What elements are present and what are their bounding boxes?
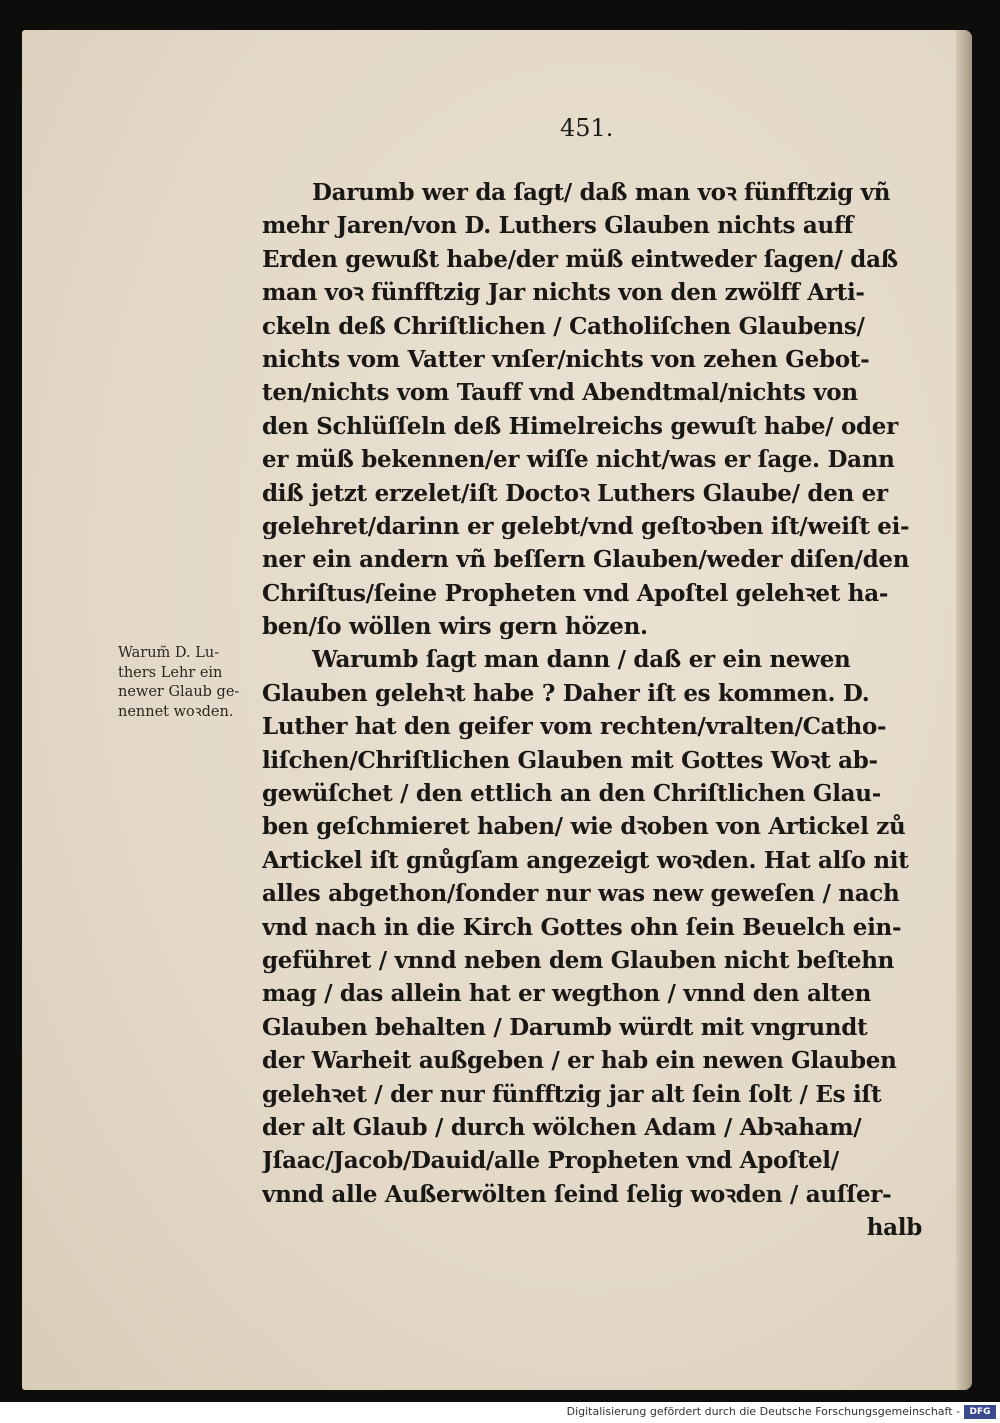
page-spine-shadow	[956, 30, 972, 1390]
text-line: Artickel iſt gnůgſam angezeigt woꝛden. Hat alſo nit	[262, 846, 909, 874]
text-line: ten/nichts vom Tauff vnd Abendtmal/nichts von	[262, 379, 858, 407]
marginal-line: Warum̃ D. Lu-	[118, 645, 220, 661]
text-line: Erden gewußt habe/der müß eintweder ſagen/ daß	[262, 245, 898, 273]
text-line: Darumb wer da ſagt/ daß man voꝛ fünfftzig vñ	[312, 179, 891, 206]
text-line: vnd nach in die Kirch Gottes ohn ſein Beuelch ein-	[262, 913, 902, 941]
marginal-line: nennet woꝛden.	[118, 703, 234, 720]
text-line: den Schlüſſeln deß Himelreichs gewuſt habe/ oder	[262, 412, 898, 440]
text-line: der Warheit außgeben / er hab ein newen Glauben	[262, 1047, 897, 1075]
text-line: ben geſchmieret haben/ wie dꝛoben von Artickel zů	[262, 813, 906, 841]
text-line: Jſaac/Jacob/Dauid/alle Propheten vnd Apoſtel/	[262, 1147, 839, 1175]
footer-credit: Digitalisierung gefördert durch die Deutsche Forschungsgemeinschaft -	[566, 1405, 960, 1418]
footer-bar	[0, 1402, 1000, 1423]
text-line: liſchen/Chriſtlichen Glauben mit Gottes Woꝛt ab-	[262, 746, 878, 774]
text-line: gelehret/darinn er gelebt/vnd geſtoꝛben iſt/weiſt ei-	[262, 512, 910, 540]
text-line: geführet / vnnd neben dem Glauben nicht beſtehn	[262, 946, 895, 974]
text-line: Luther hat den geifer vom rechten/vralten/Catho-	[262, 713, 887, 741]
text-line: Glauben gelehꝛt habe ? Daher iſt es kommen. D.	[262, 679, 870, 707]
text-line: ckeln deß Chriſtlichen / Catholiſchen Glaubens/	[262, 312, 865, 340]
text-line: er müß bekennen/er wiſſe nicht/was er ſage. Dann	[262, 446, 895, 474]
text-line: nichts vom Vatter vnſer/nichts von zehen Gebot-	[262, 345, 870, 373]
text-line: der alt Glaub / durch wölchen Adam / Abꝛaham/	[262, 1113, 862, 1141]
text-line: gewüſchet / den ettlich an den Chriſtlichen Glau-	[262, 780, 881, 808]
marginal-line: newer Glaub ge-	[118, 684, 240, 700]
text-line: Glauben behalten / Darumb würdt mit vngrundt	[262, 1013, 868, 1041]
text-line: gelehꝛet / der nur fünfftzig jar alt ſein ſolt / Es iſt	[262, 1080, 882, 1108]
text-line: mag / das allein hat er wegthon / vnnd den alten	[262, 980, 872, 1008]
text-line: Chriſtus/ſeine Propheten vnd Apoſtel gelehꝛet ha-	[262, 579, 889, 607]
text-line: Warumb ſagt man dann / daß er ein newen	[312, 646, 851, 674]
text-line: ben/ſo wöllen wirs gern hözen.	[262, 613, 648, 641]
text-line: man voꝛ fünfftzig Jar nichts von den zwölff Arti-	[262, 279, 865, 307]
page-number: 451.	[560, 114, 614, 142]
text-line: alles abgethon/ſonder nur was new geweſen / nach	[262, 880, 900, 908]
dfg-logo: DFG	[964, 1405, 996, 1419]
text-line: halb	[866, 1214, 922, 1242]
body-text	[262, 176, 922, 1245]
marginal-line: thers Lehr ein	[118, 664, 223, 681]
text-line: diß jetzt erzelet/iſt Doctoꝛ Luthers Glaube/ den er	[262, 479, 888, 507]
text-line: ner ein andern vñ beſſern Glauben/weder diſen/den	[262, 546, 910, 574]
text-line: vnnd alle Außerwölten ſeind ſelig woꝛden / auſſer-	[262, 1180, 892, 1208]
marginal-note	[118, 644, 268, 722]
text-line: mehr Jaren/von D. Luthers Glauben nichts auff	[262, 212, 854, 240]
